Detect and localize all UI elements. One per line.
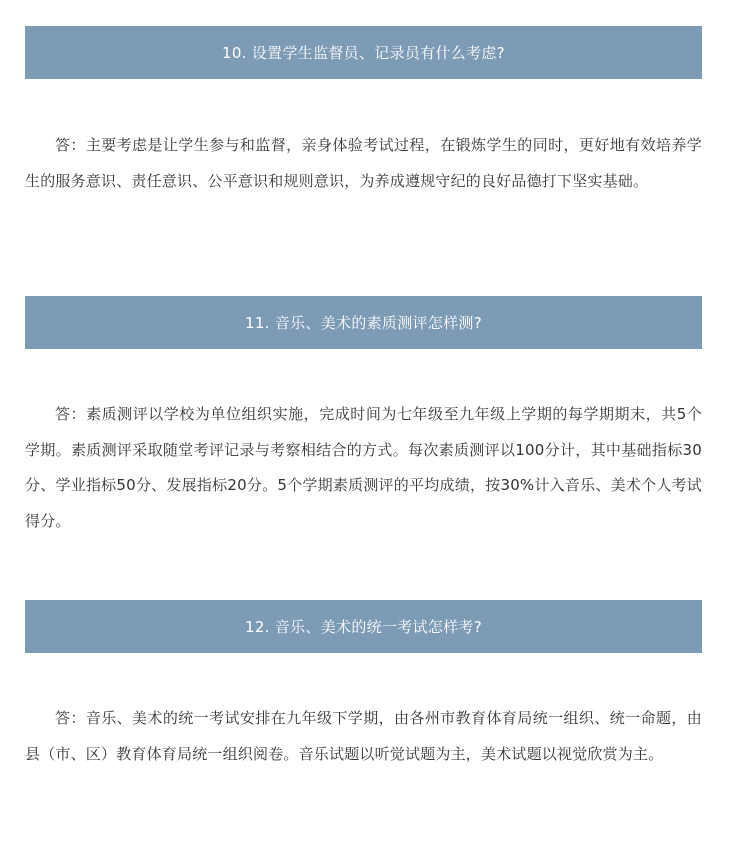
answer-block-12 xyxy=(25,701,702,772)
answer-text: 答：主要考虑是让学生参与和监督，亲身体验考试过程，在锻炼学生的同时，更好地有效培养学生的服务意识、责任意识、公平意识和规则意识，为养成遵规守纪的良好品德打下坚实基础。 xyxy=(25,136,702,190)
question-text: 10. 设置学生监督员、记录员有什么考虑? xyxy=(222,44,505,62)
answer-text: 答：音乐、美术的统一考试安排在九年级下学期，由各州市教育体育局统一组织、统一命题，由县（市、区）教育体育局统一组织阅卷。音乐试题以听觉试题为主，美术试题以视觉欣赏为主。 xyxy=(25,709,702,763)
answer-text: 答：素质测评以学校为单位组织实施，完成时间为七年级至九年级上学期的每学期期末，共5个学期。素质测评采取随堂考评记录与考察相结合的方式。每次素质测评以100分计，其中基础指标30分、学业指标50分、发展指标20分。5个学期素质测评的平均成绩，按30%计入音乐、美术个人考试得分。 xyxy=(25,405,702,530)
question-bar xyxy=(25,600,702,653)
question-bar xyxy=(25,296,702,349)
answer-block-10 xyxy=(25,128,702,199)
question-heading-11 xyxy=(25,296,702,349)
answer-block-11 xyxy=(25,397,702,539)
question-text: 11. 音乐、美术的素质测评怎样测? xyxy=(245,314,482,332)
question-text: 12. 音乐、美术的统一考试怎样考? xyxy=(245,618,482,636)
question-heading-12 xyxy=(25,600,702,653)
question-heading-10 xyxy=(25,26,702,79)
question-bar xyxy=(25,26,702,79)
